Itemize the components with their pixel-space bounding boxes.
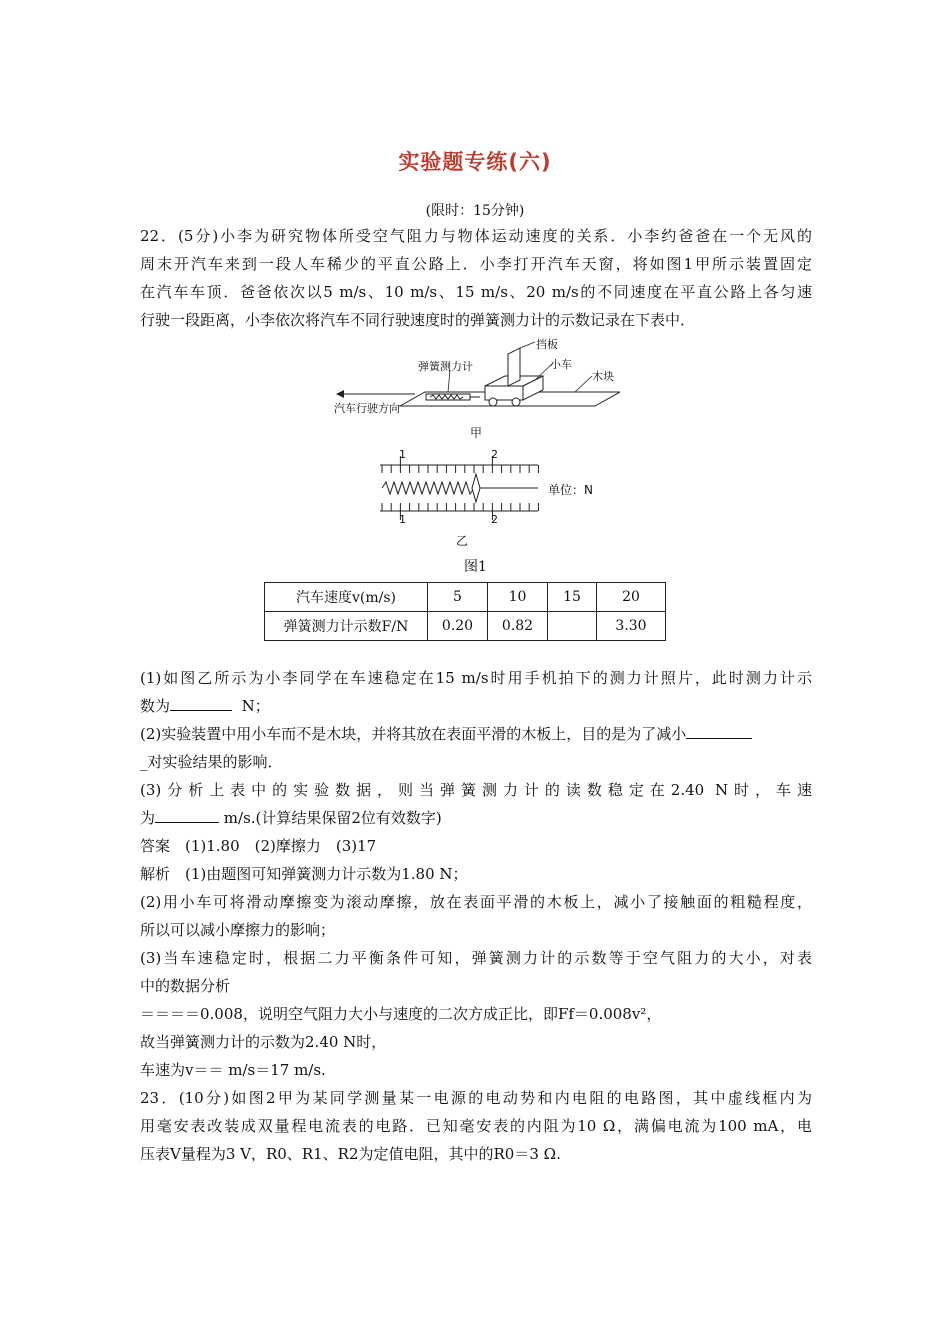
q3-line (140, 804, 812, 832)
analysis-line: (2)用小车可将滑动摩擦变为滚动摩擦，放在表面平滑的木板上，减小了接触面的粗糙程度， (140, 893, 812, 911)
scale-label-top-1: 1 (399, 448, 406, 461)
label-baffle: 挡板 (536, 338, 558, 351)
table-cell: 0.20 (428, 612, 488, 641)
table-cell: 汽车速度v(m/s) (265, 583, 428, 612)
table-cell: 弹簧测力计示数F/N (265, 612, 428, 641)
analysis-line: 中的数据分析 (140, 977, 231, 995)
label-block: 木块 (592, 370, 614, 383)
label-spring-meter: 弹簧测力计 (418, 360, 473, 373)
q23-line: 23．(10分)如图2甲为某同学测量某一电源的电动势和内电阻的电路图，其中虚线框内为 (140, 1089, 812, 1107)
sub-questions (140, 664, 812, 1168)
scale-label-top-2: 2 (491, 448, 498, 461)
analysis-line: 所以可以减小摩擦力的影响； (140, 921, 336, 939)
scale-label-bottom-1: 1 (399, 513, 406, 526)
table-cell: 20 (597, 583, 666, 612)
caption-yi: 乙 (456, 534, 469, 548)
table-cell: 5 (428, 583, 488, 612)
scale-unit: 单位：N (548, 483, 593, 497)
analysis-line: 故当弹簧测力计的示数为2.40 N时， (140, 1033, 387, 1051)
q3-suffix: m/s.(计算结果保留2位有效数字) (223, 809, 442, 827)
table-cell: 10 (488, 583, 548, 612)
q2-line (140, 720, 812, 748)
time-limit: (限时：15分钟) (425, 203, 525, 219)
q2-text: (2)实验装置中用小车而不是木块，并将其放在表面平滑的木板上，目的是为了减小 (140, 725, 687, 743)
q1-line (140, 692, 812, 720)
figure-apparatus (330, 334, 620, 434)
table-cell: 0.82 (488, 612, 548, 641)
q23-line: 压表V量程为3 V，R0、R1、R2为定值电阻，其中的R0＝3 Ω. (140, 1145, 561, 1163)
analysis-line: (3)当车速稳定时，根据二力平衡条件可知，弹簧测力计的示数等于空气阻力的大小，对表 (140, 949, 812, 967)
label-cart: 小车 (550, 358, 572, 371)
q22-line: 周末开汽车来到一段人车稀少的平直公路上．小李打开汽车天窗，将如图1甲所示装置固定 (140, 255, 812, 273)
scale-label-bottom-2: 2 (491, 513, 498, 526)
q3-line: (3)分析上表中的实验数据，则当弹簧测力计的读数稳定在2.40 N时，车速 (140, 781, 812, 799)
table-row (265, 612, 666, 641)
q23-line: 用毫安表改装成双量程电流表的电路．已知毫安表的内阻为10 Ω，满偏电流为100 mA，电 (140, 1117, 812, 1135)
question-22 (140, 222, 812, 334)
apparatus-drawing (330, 334, 620, 434)
answer-blank-2[interactable] (686, 720, 752, 739)
analysis-line: 车速为v＝＝ m/s＝17 m/s. (140, 1061, 326, 1079)
answer-blank-3[interactable] (155, 804, 219, 823)
page-title: 实验题专练(六) (398, 150, 552, 174)
answer: 答案 (1)1.80 (2)摩擦力 (3)17 (140, 837, 377, 855)
analysis-line: ＝＝＝＝0.008，说明空气阻力大小与速度的二次方成正比，即Ff＝0.008v²， (140, 1005, 662, 1023)
figure-scale (376, 448, 606, 528)
q2-line: _对实验结果的影响． (140, 753, 283, 771)
data-table (264, 582, 666, 641)
table-row (265, 583, 666, 612)
analysis-line: 解析 (1)由题图可知弹簧测力计示数为1.80 N； (140, 865, 468, 883)
q22-line: 行驶一段距离，小李依次将汽车不同行驶速度时的弹簧测力计的示数记录在下表中． (140, 311, 696, 329)
q1-line: (1)如图乙所示为小李同学在车速稳定在15 m/s时用手机拍下的测力计照片，此时测力计示 (140, 669, 812, 687)
table-cell (548, 612, 597, 641)
answer-blank-1[interactable] (170, 692, 232, 711)
figure-caption: 图1 (464, 559, 487, 575)
label-direction: 汽车行驶方向 (334, 402, 400, 415)
table-cell: 15 (548, 583, 597, 612)
q22-line: 22．(5分)小李为研究物体所受空气阻力与物体运动速度的关系．小李约爸爸在一个无风的 (140, 227, 812, 245)
q3-prefix: 为 (140, 809, 156, 827)
table-cell: 3.30 (597, 612, 666, 641)
q1-suffix: N； (241, 697, 270, 715)
q22-line: 在汽车车顶．爸爸依次以5 m/s、10 m/s、15 m/s、20 m/s的不同速度在平直公路上各匀速 (140, 283, 812, 301)
caption-jia: 甲 (470, 426, 483, 440)
q1-prefix: 数为 (140, 697, 171, 715)
